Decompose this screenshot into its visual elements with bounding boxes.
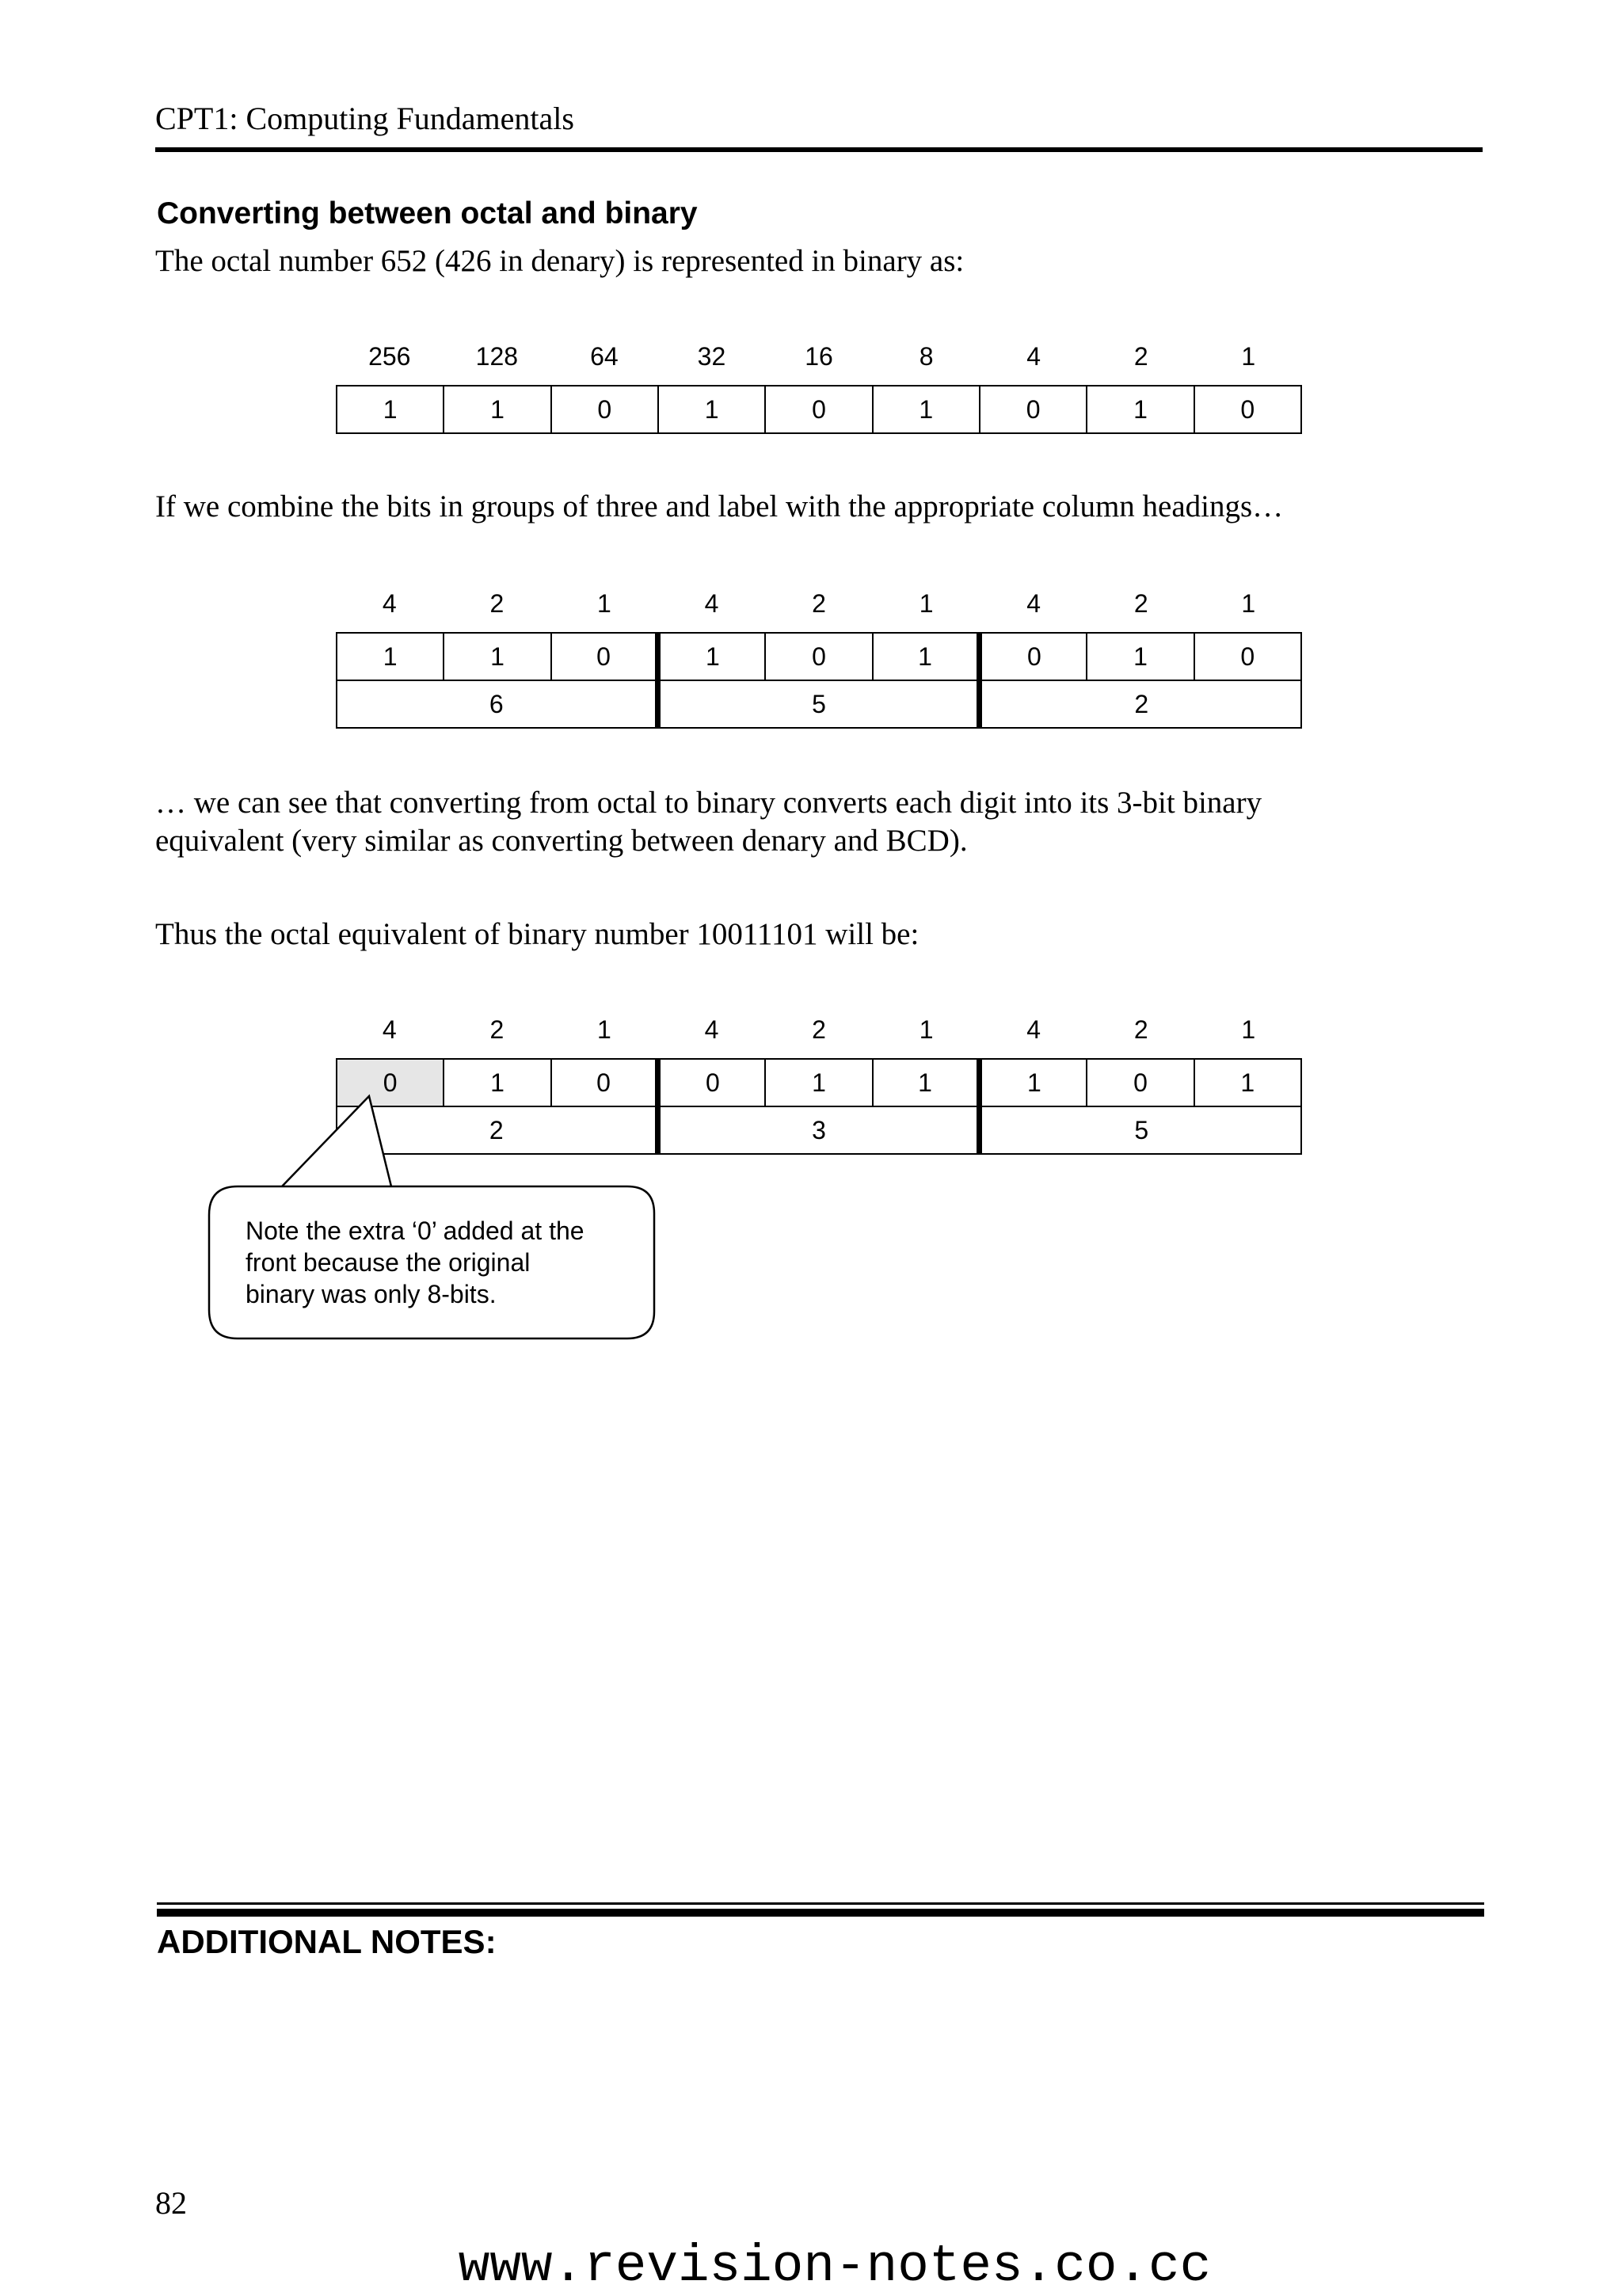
callout-line: binary was only 8-bits.: [246, 1280, 497, 1308]
bit-cell: 1: [337, 633, 444, 680]
bit-cell: 0: [658, 1059, 765, 1106]
column-heading: 2: [1133, 342, 1148, 371]
bit-cell: 0: [551, 633, 658, 680]
page-number: 82: [155, 2185, 187, 2221]
column-heading: 2: [812, 589, 826, 618]
running-header: CPT1: Computing Fundamentals: [155, 101, 574, 136]
column-heading: 128: [475, 342, 519, 371]
conclusion-line: … we can see that converting from octal to binary converts each digit into its 3-bit binary: [155, 786, 1262, 820]
octal-digit-cell: 5: [658, 680, 980, 728]
bit-cell: 1: [873, 633, 980, 680]
bit-cell: 1: [337, 386, 444, 433]
octal-digit-cell: 2: [980, 680, 1301, 728]
column-heading: 16: [805, 342, 833, 371]
padding-bit-cell: 0: [337, 1059, 444, 1106]
notes-divider-thin: [157, 1902, 1484, 1905]
bit-cell: 0: [765, 633, 872, 680]
bit-cell: 1: [1087, 386, 1194, 433]
bit-cell: 1: [980, 1059, 1087, 1106]
bit-cell: 0: [1194, 386, 1301, 433]
bit-cell: 1: [444, 386, 550, 433]
octal-digit-cell: 5: [980, 1106, 1301, 1154]
combine-paragraph: If we combine the bits in groups of three and label with the appropriate column headings…: [155, 489, 1284, 524]
bit-cell: 1: [658, 386, 765, 433]
column-heading: 64: [590, 342, 619, 371]
column-heading: 4: [382, 1015, 397, 1044]
column-heading: 4: [1026, 1015, 1041, 1044]
column-heading: 256: [368, 342, 411, 371]
callout-line: Note the extra ‘0’ added at the: [246, 1217, 584, 1245]
bit-cell: 1: [873, 1059, 980, 1106]
column-heading: 8: [919, 342, 934, 371]
callout-line: front because the original: [246, 1248, 531, 1277]
column-heading: 1: [597, 589, 611, 618]
column-heading: 2: [489, 1015, 504, 1044]
intro-paragraph: The octal number 652 (426 in denary) is represented in binary as:: [155, 244, 965, 278]
bit-cell: 0: [551, 386, 658, 433]
bit-cell: 0: [980, 633, 1087, 680]
column-heading: 4: [1026, 342, 1041, 371]
bit-cell: 0: [1087, 1059, 1194, 1106]
additional-notes-heading: ADDITIONAL NOTES:: [157, 1923, 497, 1960]
column-heading: 1: [1241, 342, 1256, 371]
column-heading: 2: [1133, 589, 1148, 618]
column-heading: 1: [919, 1015, 934, 1044]
conclusion-line: equivalent (very similar as converting between denary and BCD).: [155, 824, 968, 858]
bit-cell: 1: [1087, 633, 1194, 680]
column-heading: 1: [1241, 1015, 1256, 1044]
bit-cell: 0: [1194, 633, 1301, 680]
bit-cell: 0: [551, 1059, 658, 1106]
section-heading: Converting between octal and binary: [157, 196, 698, 230]
column-heading: 4: [1026, 589, 1041, 618]
octal-digit-cell: 6: [337, 680, 658, 728]
example-paragraph: Thus the octal equivalent of binary number 10011101 will be:: [155, 917, 920, 951]
site-watermark: www.revision-notes.co.cc: [458, 2237, 1212, 2296]
column-heading: 1: [597, 1015, 611, 1044]
callout-text: [246, 1215, 657, 1310]
bit-cell: 1: [765, 1059, 872, 1106]
column-heading: 2: [489, 589, 504, 618]
bit-cell: 0: [980, 386, 1087, 433]
column-heading: 4: [704, 1015, 719, 1044]
column-heading: 2: [1133, 1015, 1148, 1044]
column-heading: 1: [1241, 589, 1256, 618]
notes-divider-thick: [157, 1909, 1484, 1917]
bit-cell: 0: [765, 386, 872, 433]
octal-digit-cell: 2: [337, 1106, 658, 1154]
bit-cell: 1: [873, 386, 980, 433]
octal-digit-cell: 3: [658, 1106, 980, 1154]
column-heading: 4: [704, 589, 719, 618]
column-heading: 1: [919, 589, 934, 618]
bit-cell: 1: [1194, 1059, 1301, 1106]
bit-cell: 1: [444, 633, 550, 680]
column-heading: 4: [382, 589, 397, 618]
bit-cell: 1: [658, 633, 765, 680]
bit-cell: 1: [444, 1059, 550, 1106]
column-heading: 32: [697, 342, 726, 371]
column-heading: 2: [812, 1015, 826, 1044]
